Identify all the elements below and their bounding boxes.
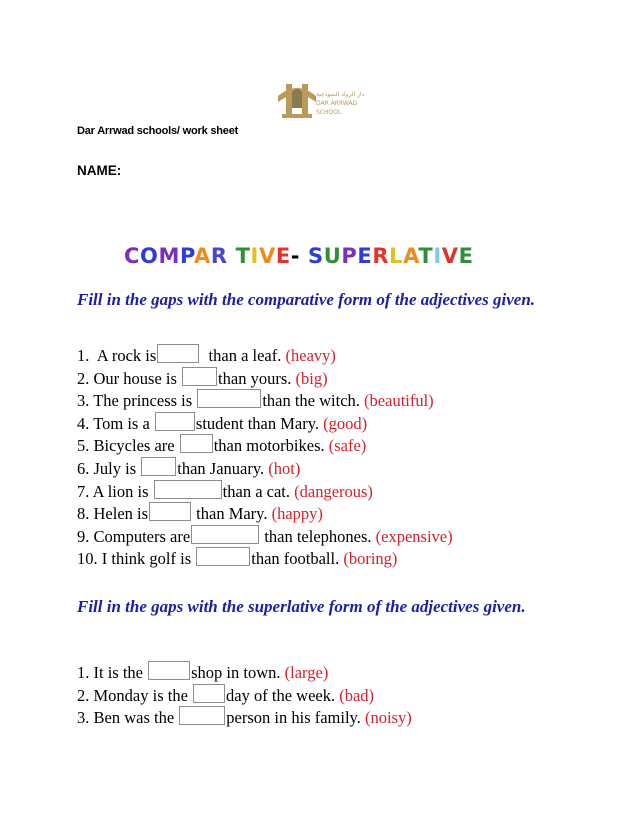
item-text-after: than a cat. xyxy=(222,481,295,501)
superlative-item xyxy=(77,661,412,684)
item-text-after: person in his family. xyxy=(226,708,365,728)
item-text-before: 4. Tom is a xyxy=(77,413,154,433)
comparative-item xyxy=(77,434,453,457)
item-text-before: 1. A rock is xyxy=(77,346,157,365)
comparative-item xyxy=(77,547,453,570)
item-text-before: 3. Ben was the xyxy=(77,708,179,728)
item-text-before: 7. A lion is xyxy=(77,481,153,501)
answer-box[interactable] xyxy=(191,525,259,544)
comparative-item xyxy=(77,502,453,525)
item-text-before: 1. It is the xyxy=(77,663,148,682)
comparative-item xyxy=(77,344,453,367)
adjective-hint: (noisy) xyxy=(364,708,412,728)
item-text-before: 10. I think golf is xyxy=(77,549,196,569)
title-letter: P xyxy=(341,244,358,268)
answer-box[interactable] xyxy=(197,389,261,408)
answer-box[interactable] xyxy=(157,344,199,363)
item-text-before: 2. Our house is xyxy=(77,368,182,388)
item-text-before: 5. Bicycles are xyxy=(77,436,179,456)
adjective-hint: (large) xyxy=(284,663,329,682)
superlative-instruction: Fill in the gaps with the superlative form of the adjectives given. xyxy=(77,597,526,616)
title-letter: A xyxy=(194,244,211,268)
title-letter: E xyxy=(275,244,291,268)
name-label: NAME: xyxy=(77,163,122,178)
item-text-after: than Mary. xyxy=(192,504,272,524)
comparative-instruction: Fill in the gaps with the comparative form of the adjectives given. xyxy=(77,290,536,309)
answer-box[interactable] xyxy=(193,684,225,703)
title-letter: E xyxy=(357,244,373,268)
comparative-item xyxy=(77,525,453,548)
adjective-hint: (safe) xyxy=(328,436,367,456)
comparative-item xyxy=(77,367,453,390)
adjective-hint: (expensive) xyxy=(375,526,453,546)
superlative-item xyxy=(77,684,412,707)
title-letter: U xyxy=(323,244,342,268)
adjective-hint: (bad) xyxy=(339,685,375,705)
title-letter: E xyxy=(458,244,474,268)
comparative-item xyxy=(77,389,453,412)
item-text-after: shop in town. xyxy=(191,663,285,682)
item-text-after: than the witch. xyxy=(262,391,365,411)
answer-box[interactable] xyxy=(182,367,217,386)
item-text-before: 9. Computers are xyxy=(77,526,191,546)
title-letter: R xyxy=(210,244,228,268)
title-letter: - xyxy=(290,244,301,268)
title-letter: V xyxy=(441,244,459,268)
title-letter: A xyxy=(403,244,419,268)
title-letter: S xyxy=(308,244,324,268)
item-text-after: than January. xyxy=(177,458,269,478)
title-letter: O xyxy=(140,244,159,268)
adjective-hint: (big) xyxy=(295,368,328,388)
answer-box[interactable] xyxy=(141,457,176,476)
adjective-hint: (hot) xyxy=(268,458,301,478)
item-text-after: than football. xyxy=(251,549,344,569)
item-text-after: than telephones. xyxy=(260,526,376,546)
adjective-hint: (good) xyxy=(323,413,368,433)
title-letter: T xyxy=(418,244,434,268)
title-letter xyxy=(228,244,236,268)
title-letter: R xyxy=(372,244,390,268)
worksheet-title xyxy=(124,244,474,268)
adjective-hint: (boring) xyxy=(343,549,398,569)
item-text-before: 3. The princess is xyxy=(77,391,197,411)
item-text-before: 2. Monday is the xyxy=(77,685,193,705)
adjective-hint: (dangerous) xyxy=(294,481,373,501)
title-letter: V xyxy=(258,244,276,268)
answer-box[interactable] xyxy=(148,661,190,680)
answer-box[interactable] xyxy=(154,480,222,499)
comparative-item xyxy=(77,480,453,503)
logo-text: دار الرواد النموذجية DAR ARRWAD SCHOOL xyxy=(316,91,365,116)
title-letter: I xyxy=(433,244,442,268)
answer-box[interactable] xyxy=(149,502,191,521)
adjective-hint: (happy) xyxy=(271,504,323,524)
item-text-before: 8. Helen is xyxy=(77,504,149,524)
comparative-list xyxy=(77,344,453,570)
superlative-item xyxy=(77,706,412,729)
answer-box[interactable] xyxy=(155,412,195,431)
school-line: Dar Arrwad schools/ work sheet xyxy=(77,125,239,137)
title-letter: C xyxy=(124,244,141,268)
superlative-list xyxy=(77,661,412,729)
answer-box[interactable] xyxy=(196,547,250,566)
comparative-item xyxy=(77,412,453,435)
answer-box[interactable] xyxy=(180,434,213,453)
answer-box[interactable] xyxy=(179,706,225,725)
item-text-after: than a leaf. xyxy=(200,346,286,365)
title-letter: L xyxy=(389,244,404,268)
title-letter: I xyxy=(250,244,259,268)
title-letter: M xyxy=(158,244,180,268)
comparative-item xyxy=(77,457,453,480)
item-text-after: than yours. xyxy=(218,368,296,388)
title-letter: P xyxy=(179,244,195,268)
title-letter xyxy=(300,244,308,268)
adjective-hint: (heavy) xyxy=(285,346,336,365)
item-text-before: 6. July is xyxy=(77,458,141,478)
title-letter: T xyxy=(235,244,251,268)
item-text-after: than motorbikes. xyxy=(213,436,329,456)
item-text-after: day of the week. xyxy=(226,685,340,705)
adjective-hint: (beautiful) xyxy=(364,391,434,411)
item-text-after: student than Mary. xyxy=(195,413,324,433)
school-logo xyxy=(272,78,368,134)
